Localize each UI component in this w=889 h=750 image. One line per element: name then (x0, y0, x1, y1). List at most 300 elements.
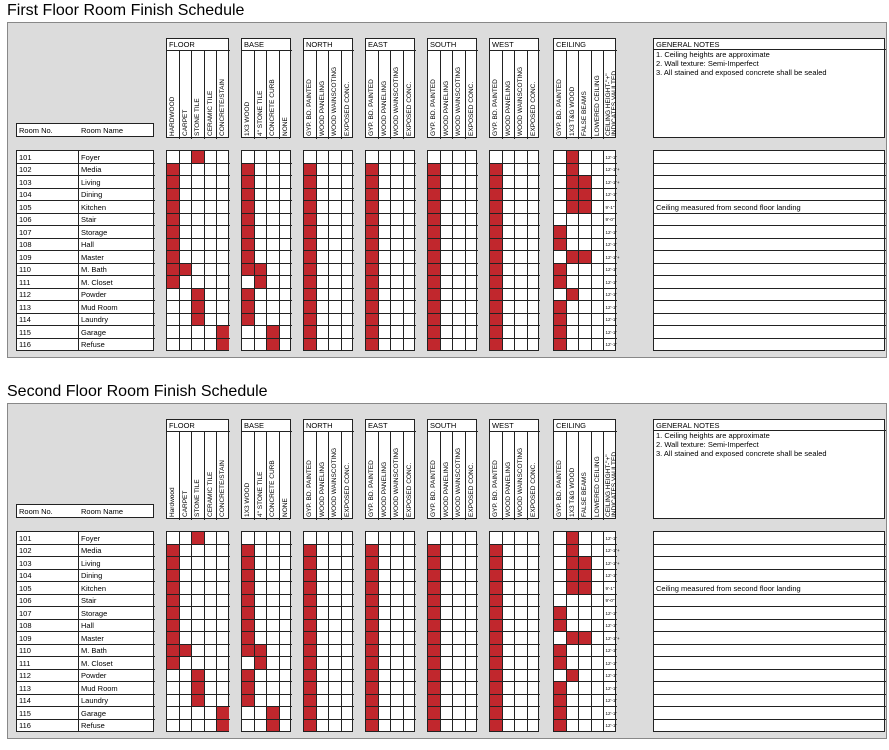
ceiling-height: 12'-1" (605, 329, 617, 335)
finish-mark (490, 239, 502, 251)
col-line (603, 151, 604, 351)
col-line (440, 151, 441, 351)
room-name: Stair (81, 596, 97, 605)
finish-mark (428, 214, 440, 226)
room-name: Living (81, 558, 101, 568)
group-rule (490, 431, 540, 432)
finish-mark (192, 151, 204, 163)
col-line (341, 532, 342, 732)
group-label: SOUTH (430, 40, 457, 49)
column-label: WOOD WAINSCOTING (517, 447, 524, 517)
finish-mark (366, 251, 378, 263)
finish-mark (242, 557, 254, 569)
row-rule (17, 213, 155, 214)
finish-mark (167, 607, 179, 619)
finish-mark (242, 239, 254, 251)
row-rule (17, 719, 155, 720)
room-number: 112 (19, 290, 31, 299)
row-line (242, 656, 292, 657)
group-label: CEILING (556, 40, 587, 49)
group-label: NORTH (306, 40, 333, 49)
room-name: Media (81, 546, 102, 555)
column-label: WOOD WAINSCOTING (455, 447, 462, 517)
finish-mark (567, 201, 579, 213)
col-divider (591, 50, 592, 139)
column-label: LOWERED CEILING (593, 75, 601, 136)
column-label: EXPOSED CONC. (405, 81, 413, 136)
group-rule (554, 50, 617, 51)
finish-mark (304, 670, 316, 682)
column-label: WOOD WAINSCOTING (455, 66, 462, 136)
group-header-east (365, 38, 415, 138)
ceiling-height: 12'-1" (605, 673, 617, 678)
general-note: 2. Wall texture: Semi-Imperfect (656, 440, 759, 449)
column-label: GYP. BD. PAINTED (430, 460, 437, 517)
finish-mark (366, 276, 378, 288)
group-rule (490, 50, 540, 51)
column-label: NONE (281, 117, 289, 136)
room-col-divider (78, 532, 79, 732)
finish-mark (167, 226, 179, 238)
finish-mark (267, 720, 279, 732)
finish-mark (428, 164, 440, 176)
row-rule (17, 338, 155, 339)
group-label: WEST (492, 421, 514, 430)
row-line (654, 644, 886, 645)
finish-mark (366, 314, 378, 326)
finish-mark (554, 695, 566, 707)
column-label: EXPOSED CONC. (529, 462, 537, 517)
col-line (603, 532, 604, 732)
finish-mark (490, 326, 502, 338)
column-label: EXPOSED CONC. (467, 462, 475, 517)
row-line (654, 175, 886, 176)
col-divider (603, 431, 604, 520)
finish-mark (255, 645, 267, 657)
column-label: WOOD WAINSCOTING (393, 447, 400, 517)
col-line (179, 532, 180, 732)
ceiling-height: 12'-1" (605, 229, 617, 235)
finish-mark (554, 682, 566, 694)
finish-mark (366, 164, 378, 176)
row-line (654, 225, 886, 226)
group-header-north (303, 38, 353, 138)
row-line (654, 544, 886, 545)
row-line (654, 719, 886, 720)
column-label: EXPOSED CONC. (343, 462, 351, 517)
room-name: Refuse (81, 340, 105, 349)
column-label: GYP. BD. PAINTED (306, 460, 313, 517)
group-header-floor (166, 419, 229, 519)
ceiling-height: 9'-0" (605, 217, 615, 222)
row-rule (17, 681, 155, 682)
finish-mark (167, 620, 179, 632)
row-rule (17, 706, 155, 707)
ceiling-height: 9'-1" (605, 585, 615, 591)
row-rule (17, 644, 155, 645)
row-line (654, 569, 886, 570)
finish-mark (490, 251, 502, 263)
room-name: Hall (81, 240, 94, 249)
row-rule (17, 556, 155, 557)
col-line (254, 532, 255, 732)
ceiling-height-label: CEILING HEIGHT-"+" (605, 73, 612, 136)
finish-mark (490, 226, 502, 238)
finish-mark (554, 239, 566, 251)
col-divider (578, 431, 579, 520)
room-number: 110 (19, 265, 31, 274)
group-label: BASE (244, 421, 265, 430)
general-note: 1. Ceiling heights are approximate (656, 431, 770, 440)
finish-mark (267, 326, 279, 338)
finish-mark (554, 607, 566, 619)
finish-mark (428, 201, 440, 213)
row-rule (17, 188, 155, 189)
finish-mark (242, 201, 254, 213)
col-divider (328, 50, 329, 139)
group-header-floor (166, 38, 229, 138)
ceiling-height-label: CEILING HEIGHT-"+" (605, 454, 612, 517)
finish-mark (304, 645, 316, 657)
room-number: 103 (19, 177, 32, 187)
row-line (654, 325, 886, 326)
group-header-base (241, 419, 291, 519)
col-divider (179, 431, 180, 520)
notes-title: GENERAL NOTES (656, 40, 720, 49)
finish-mark (167, 632, 179, 644)
finish-mark (242, 214, 254, 226)
column-label: WOOD WAINSCOTING (331, 447, 338, 517)
column-label: WOOD PANELING (442, 80, 450, 136)
finish-mark (366, 545, 378, 557)
finish-mark (366, 595, 378, 607)
finish-mark (242, 301, 254, 313)
finish-mark (428, 226, 440, 238)
column-label: WOOD WAINSCOTING (393, 66, 400, 136)
group-header-west (489, 419, 539, 519)
general-note: 3. All stained and exposed concrete shall be sealed (656, 449, 827, 458)
finish-mark (567, 545, 579, 557)
room-name: Garage (81, 708, 107, 718)
col-line (341, 151, 342, 351)
column-label: FALSE BEAMS (581, 472, 588, 517)
finish-mark (304, 301, 316, 313)
row-line (654, 556, 886, 557)
finish-mark (428, 289, 440, 301)
finish-mark (304, 326, 316, 338)
finish-mark (366, 720, 378, 732)
finish-mark (304, 189, 316, 201)
finish-mark (366, 620, 378, 632)
finish-mark (428, 707, 440, 719)
ceiling-height: 12'-1" (605, 242, 617, 247)
ceiling-height: 12'-1" (605, 610, 617, 616)
ceiling-height: 12'-1" (605, 573, 617, 578)
column-label: NONE (281, 498, 289, 517)
finish-mark (554, 226, 566, 238)
row-rule (17, 275, 155, 276)
row-rule (17, 606, 155, 607)
room-number: 101 (19, 152, 32, 162)
finish-mark (366, 264, 378, 276)
column-label: WOOD PANELING (318, 80, 326, 136)
finish-mark (242, 607, 254, 619)
col-line (279, 532, 280, 732)
room-note: Ceiling measured from second floor landing (656, 583, 801, 593)
schedule-2-panel (7, 403, 887, 739)
column-label: GYP. BD. PAINTED (368, 460, 375, 517)
row-line (654, 188, 886, 189)
finish-mark (366, 607, 378, 619)
group-label: SOUTH (430, 421, 457, 430)
column-label: Hardwood (169, 487, 176, 517)
ceiling-height: 12'-1" (605, 304, 617, 310)
row-line (554, 213, 617, 214)
column-label: STONE TILE (194, 98, 201, 136)
finish-mark (304, 276, 316, 288)
finish-mark (366, 339, 378, 351)
col-divider (328, 431, 329, 520)
col-divider (378, 50, 379, 139)
finish-mark (579, 570, 591, 582)
finish-mark (167, 251, 179, 263)
group-rule (304, 431, 354, 432)
finish-mark (242, 582, 254, 594)
col-divider (216, 431, 217, 520)
room-name: Laundry (81, 315, 109, 324)
finish-mark (428, 326, 440, 338)
grid-south (427, 531, 477, 732)
room-number: 108 (19, 621, 32, 630)
room-name: Master (81, 633, 104, 643)
finish-mark (192, 301, 204, 313)
group-header-base (241, 38, 291, 138)
notes-title: GENERAL NOTES (656, 421, 720, 430)
room-name: Master (81, 252, 104, 262)
finish-mark (428, 720, 440, 732)
room-notes (653, 531, 885, 732)
col-line (316, 151, 317, 351)
col-line (328, 532, 329, 732)
group-rule (554, 431, 617, 432)
finish-mark (579, 251, 591, 263)
col-line (204, 151, 205, 351)
finish-mark (167, 176, 179, 188)
column-label: CONCRETE CURB (269, 460, 276, 517)
room-header (16, 504, 154, 518)
column-label: GYP. BD. PAINTED (556, 460, 563, 517)
finish-mark (554, 301, 566, 313)
ceiling-height: 9'-0" (605, 598, 615, 603)
finish-mark (304, 682, 316, 694)
room-number: 103 (19, 558, 32, 568)
row-rule (17, 163, 155, 164)
row-line (554, 669, 617, 670)
finish-mark (490, 607, 502, 619)
row-line (654, 288, 886, 289)
room-number: 116 (19, 721, 31, 730)
column-label: WOOD WAINSCOTING (517, 66, 524, 136)
room-name-header: Room Name (81, 507, 124, 516)
finish-mark (242, 226, 254, 238)
general-note: 1. Ceiling heights are approximate (656, 50, 770, 59)
finish-mark (428, 276, 440, 288)
group-rule (428, 431, 478, 432)
finish-mark (267, 707, 279, 719)
group-label: CEILING (556, 421, 587, 430)
col-divider (465, 431, 466, 520)
finish-mark (366, 176, 378, 188)
col-line (527, 151, 528, 351)
col-line (591, 151, 592, 351)
row-line (654, 250, 886, 251)
grid-floor (166, 531, 229, 732)
room-number: 104 (19, 190, 32, 199)
group-rule (428, 50, 478, 51)
column-label: EXPOSED CONC. (467, 81, 475, 136)
ceiling-height: 12'-1"+ (605, 635, 620, 641)
finish-mark (167, 189, 179, 201)
finish-mark (490, 176, 502, 188)
finish-mark (366, 557, 378, 569)
ceiling-height: 12'-1" (605, 535, 617, 541)
finish-mark (366, 682, 378, 694)
group-rule (167, 50, 230, 51)
group-header-south (427, 38, 477, 138)
room-name: Dining (81, 190, 103, 199)
vaulted-label: INDICATES VAULTED (611, 70, 618, 136)
column-label: 4" STONE TILE (256, 471, 264, 517)
finish-mark (217, 339, 229, 351)
finish-mark (490, 682, 502, 694)
ceiling-height: 12'-1"+ (605, 560, 620, 566)
finish-mark (567, 151, 579, 163)
finish-mark (242, 695, 254, 707)
group-header-north (303, 419, 353, 519)
finish-mark (554, 645, 566, 657)
room-number: 113 (19, 683, 31, 693)
room-number: 116 (19, 340, 31, 349)
finish-mark (579, 632, 591, 644)
row-rule (17, 631, 155, 632)
finish-mark (428, 632, 440, 644)
finish-mark (192, 289, 204, 301)
finish-mark (267, 339, 279, 351)
col-line (316, 532, 317, 732)
room-name: M. Closet (81, 277, 113, 287)
col-divider (452, 50, 453, 139)
col-divider (204, 50, 205, 139)
row-rule (17, 594, 155, 595)
finish-mark (579, 201, 591, 213)
finish-mark (242, 314, 254, 326)
finish-mark (304, 595, 316, 607)
general-note: 2. Wall texture: Semi-Imperfect (656, 59, 759, 68)
ceiling-height: 12'-1"+ (605, 548, 620, 553)
group-header-ceiling (553, 419, 616, 519)
finish-mark (490, 632, 502, 644)
ceiling-height: 12'-1" (605, 192, 617, 197)
finish-mark (242, 545, 254, 557)
finish-mark (567, 189, 579, 201)
finish-mark (428, 314, 440, 326)
col-divider (254, 431, 255, 520)
finish-mark (428, 301, 440, 313)
finish-mark (490, 276, 502, 288)
col-line (502, 532, 503, 732)
row-line (654, 238, 886, 239)
room-number: 106 (19, 215, 32, 224)
column-label: CONCRETE CURB (269, 79, 276, 136)
room-number: 113 (19, 302, 31, 312)
room-name: Storage (81, 227, 108, 237)
room-name: Hall (81, 621, 94, 630)
general-notes-box (653, 38, 885, 138)
row-line (654, 300, 886, 301)
col-line (403, 532, 404, 732)
col-line (465, 151, 466, 351)
room-name: Garage (81, 327, 107, 337)
finish-mark (167, 582, 179, 594)
row-line (654, 200, 886, 201)
row-line (242, 275, 292, 276)
column-label: CARPET (181, 109, 189, 136)
finish-mark (428, 570, 440, 582)
finish-mark (567, 176, 579, 188)
column-label: 1X3 T&G WOOD (568, 467, 576, 517)
ceiling-height: 12'-1" (605, 317, 617, 322)
col-divider (266, 50, 267, 139)
column-label: WOOD WAINSCOTING (331, 66, 338, 136)
room-name: M. Bath (81, 646, 107, 655)
finish-mark (192, 682, 204, 694)
finish-mark (304, 214, 316, 226)
column-label: 1X3 WOOD (244, 101, 251, 136)
finish-mark (242, 570, 254, 582)
finish-mark (304, 695, 316, 707)
ceiling-height: 12'-1"+ (605, 179, 620, 185)
row-line (654, 313, 886, 314)
room-number: 110 (19, 646, 31, 655)
finish-mark (579, 557, 591, 569)
column-label: GYP. BD. PAINTED (368, 79, 375, 136)
group-rule (242, 50, 292, 51)
finish-mark (167, 214, 179, 226)
grid-north (303, 150, 353, 351)
room-number: 108 (19, 240, 32, 249)
row-line (654, 338, 886, 339)
finish-mark (255, 657, 267, 669)
room-name: Living (81, 177, 101, 187)
finish-mark (304, 557, 316, 569)
finish-mark (490, 214, 502, 226)
room-number: 115 (19, 708, 31, 718)
finish-mark (428, 682, 440, 694)
col-line (440, 532, 441, 732)
column-label: FALSE BEAMS (581, 91, 588, 136)
finish-mark (490, 595, 502, 607)
col-divider (452, 431, 453, 520)
finish-mark (242, 251, 254, 263)
col-line (527, 532, 528, 732)
group-rule (242, 431, 292, 432)
finish-mark (490, 657, 502, 669)
finish-mark (428, 264, 440, 276)
column-label: GYP. BD. PAINTED (556, 79, 563, 136)
col-divider (254, 50, 255, 139)
room-note: Ceiling measured from second floor landing (656, 202, 801, 212)
group-rule (167, 431, 230, 432)
